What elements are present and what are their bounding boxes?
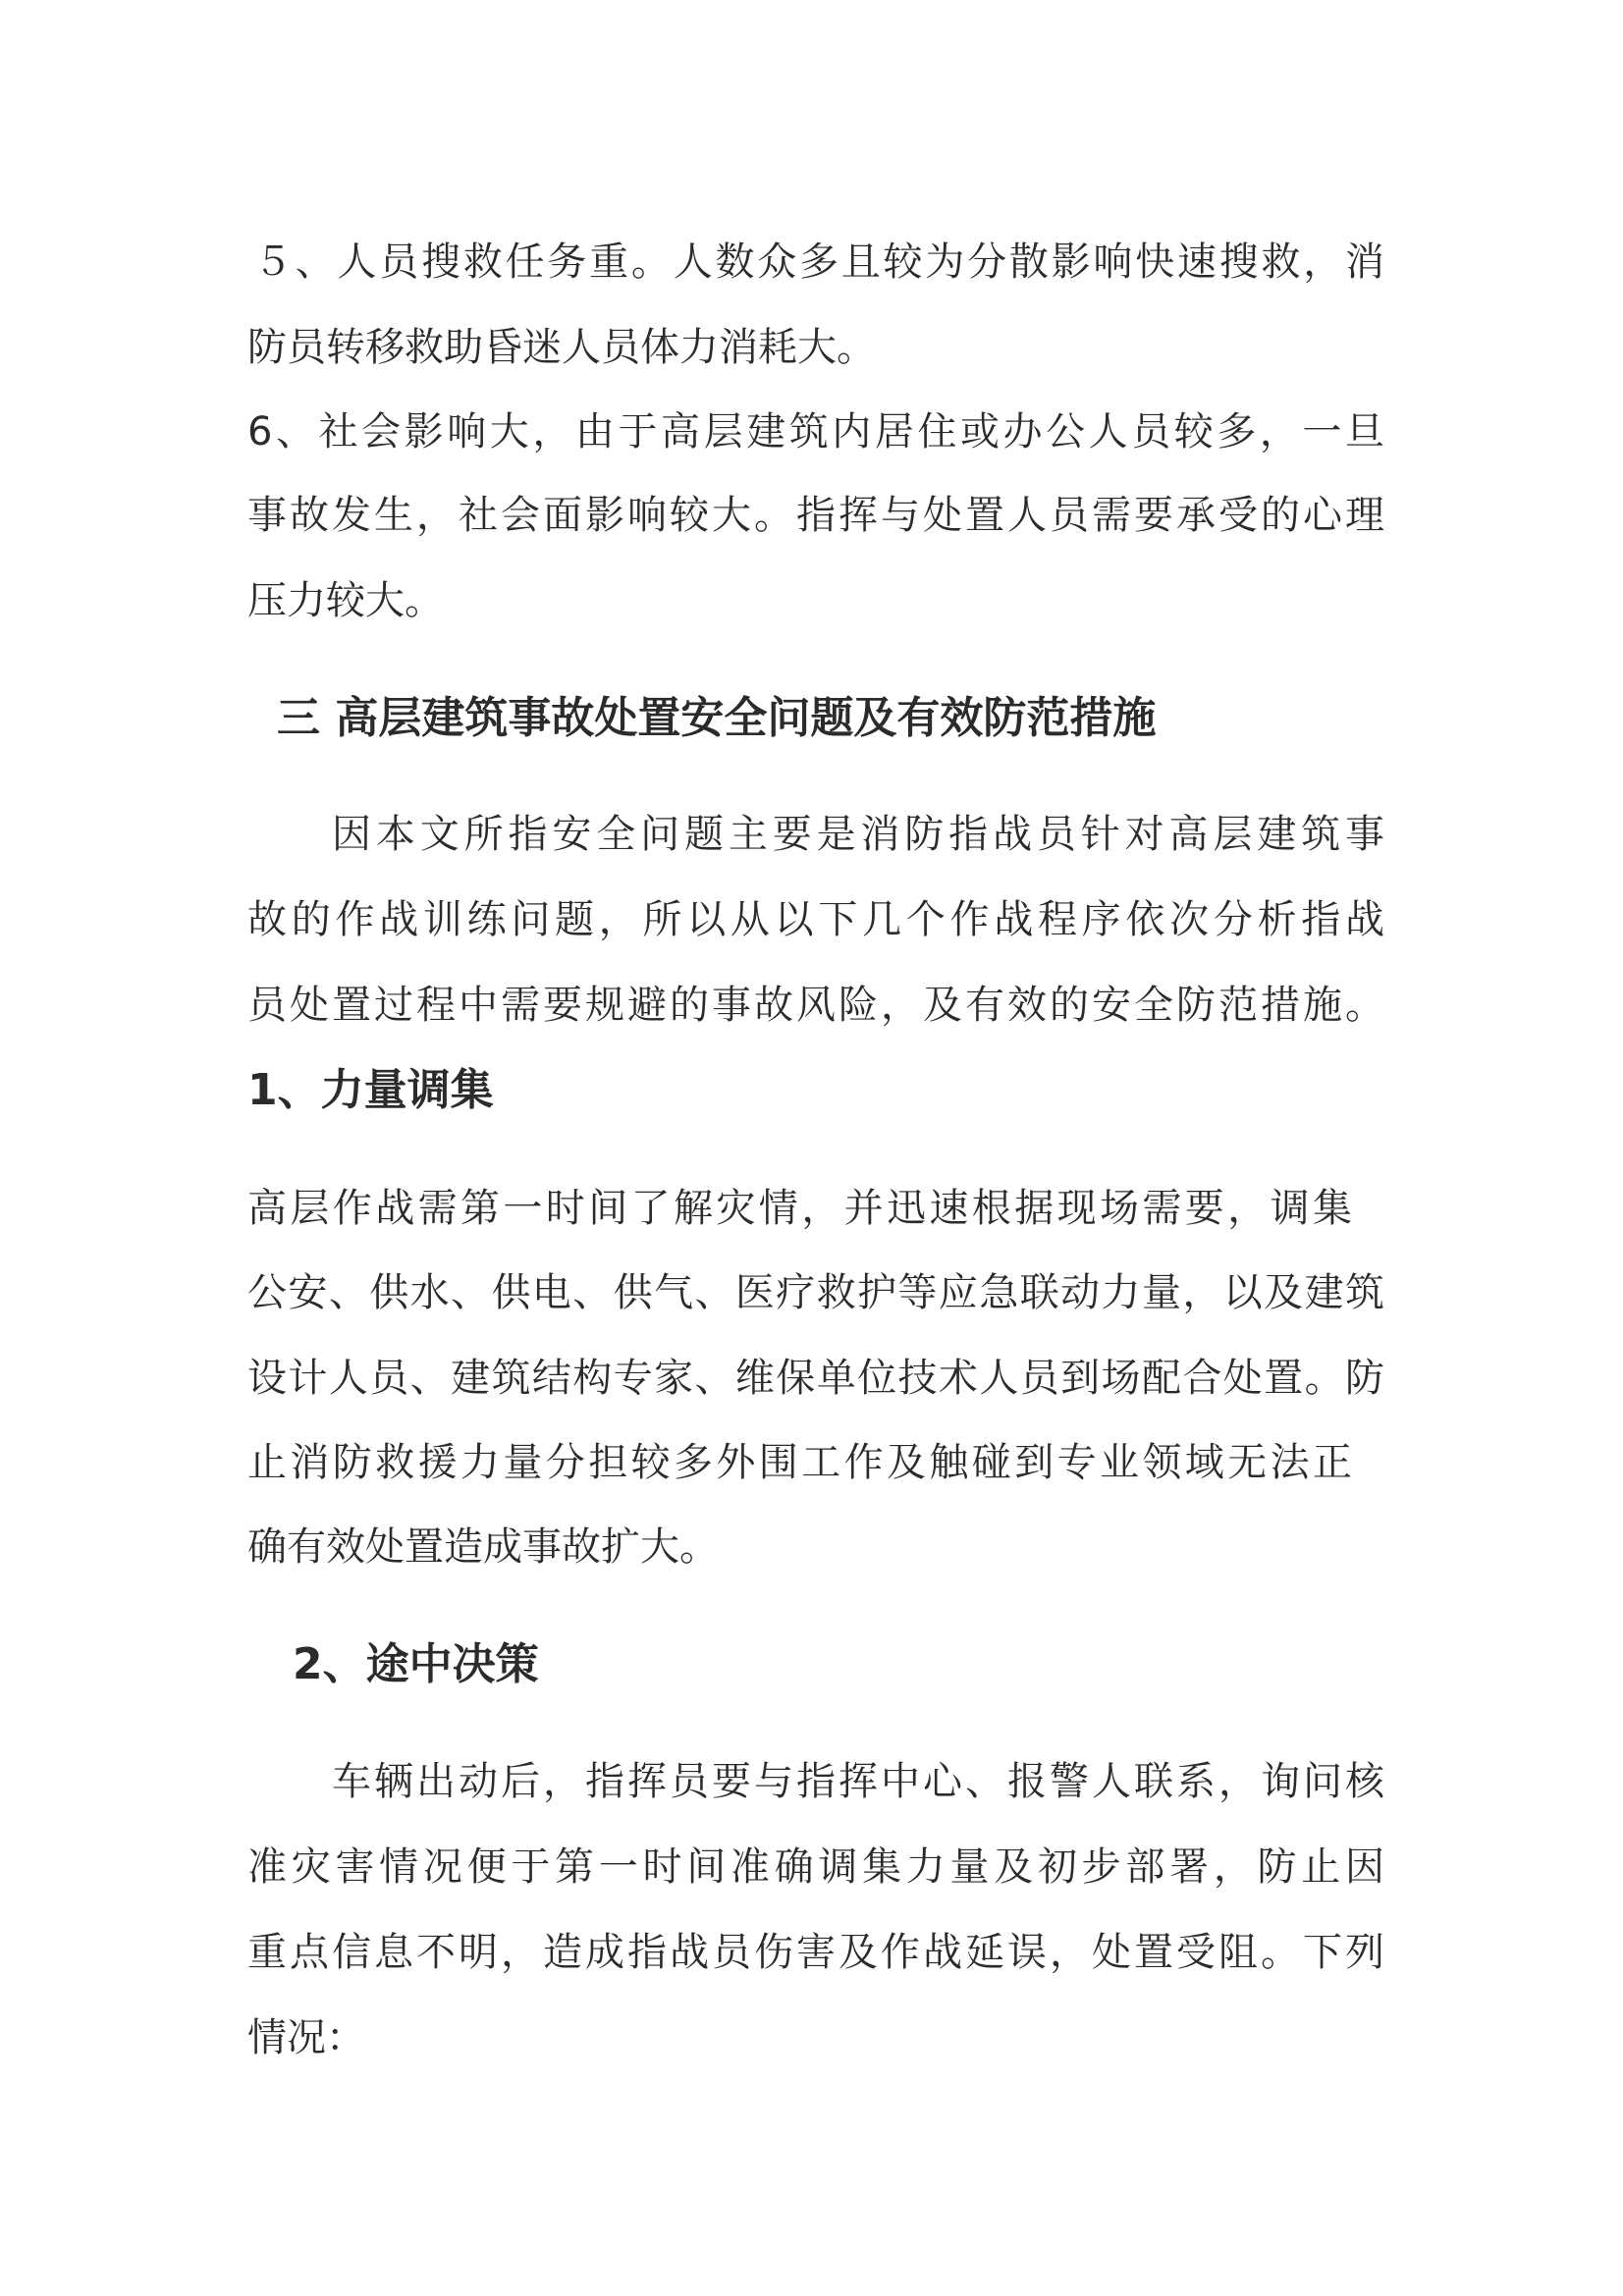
text-line: 防员转移救助昏迷人员体力消耗大。 xyxy=(247,325,876,370)
text-line: 故的作战训练问题，所以从以下几个作战程序依次分析指战 xyxy=(247,897,1384,942)
text-line: 因本文所指安全问题主要是消防指战员针对高层建筑事 xyxy=(332,812,1384,857)
text-line: 事故发生，社会面影响较大。指挥与处置人员需要承受的心理 xyxy=(247,493,1384,538)
subsection-heading: 1、力量调集 xyxy=(247,1065,494,1115)
text-line: 确有效处置造成事故扩大。 xyxy=(247,1524,719,1570)
text-line: 6、社会影响大，由于高层建筑内居住或办公人员较多，一旦 xyxy=(247,409,1384,454)
section-heading: 三 高层建筑事故处置安全问题及有效防范措施 xyxy=(277,693,1157,743)
text-line: 高层作战需第一时间了解灾情，并迅速根据现场需要，调集 xyxy=(247,1186,1352,1231)
text-line: 止消防救援力量分担较多外围工作及触碰到专业领域无法正 xyxy=(247,1440,1352,1485)
text-line: 设计人员、建筑结构专家、维保单位技术人员到场配合处置。防 xyxy=(247,1356,1384,1401)
subsection-heading: 2、途中决策 xyxy=(293,1639,539,1689)
text-line: 车辆出动后，指挥员要与指挥中心、报警人联系，询问核 xyxy=(332,1759,1384,1804)
text-line: 准灾害情况便于第一时间准确调集力量及初步部署，防止因 xyxy=(247,1844,1384,1890)
text-line: 重点信息不明，造成指战员伤害及作战延误，处置受阻。下列 xyxy=(247,1930,1384,1975)
text-line: ５、人员搜救任务重。人数众多且较为分散影响快速搜救，消 xyxy=(253,240,1384,285)
text-line: 公安、供水、供电、供气、医疗救护等应急联动力量，以及建筑 xyxy=(247,1270,1384,1315)
text-line: 情况： xyxy=(247,2015,365,2060)
text-line: 压力较大。 xyxy=(247,578,444,623)
text-line: 员处置过程中需要规避的事故风险，及有效的安全防范措施。 xyxy=(247,983,1384,1028)
